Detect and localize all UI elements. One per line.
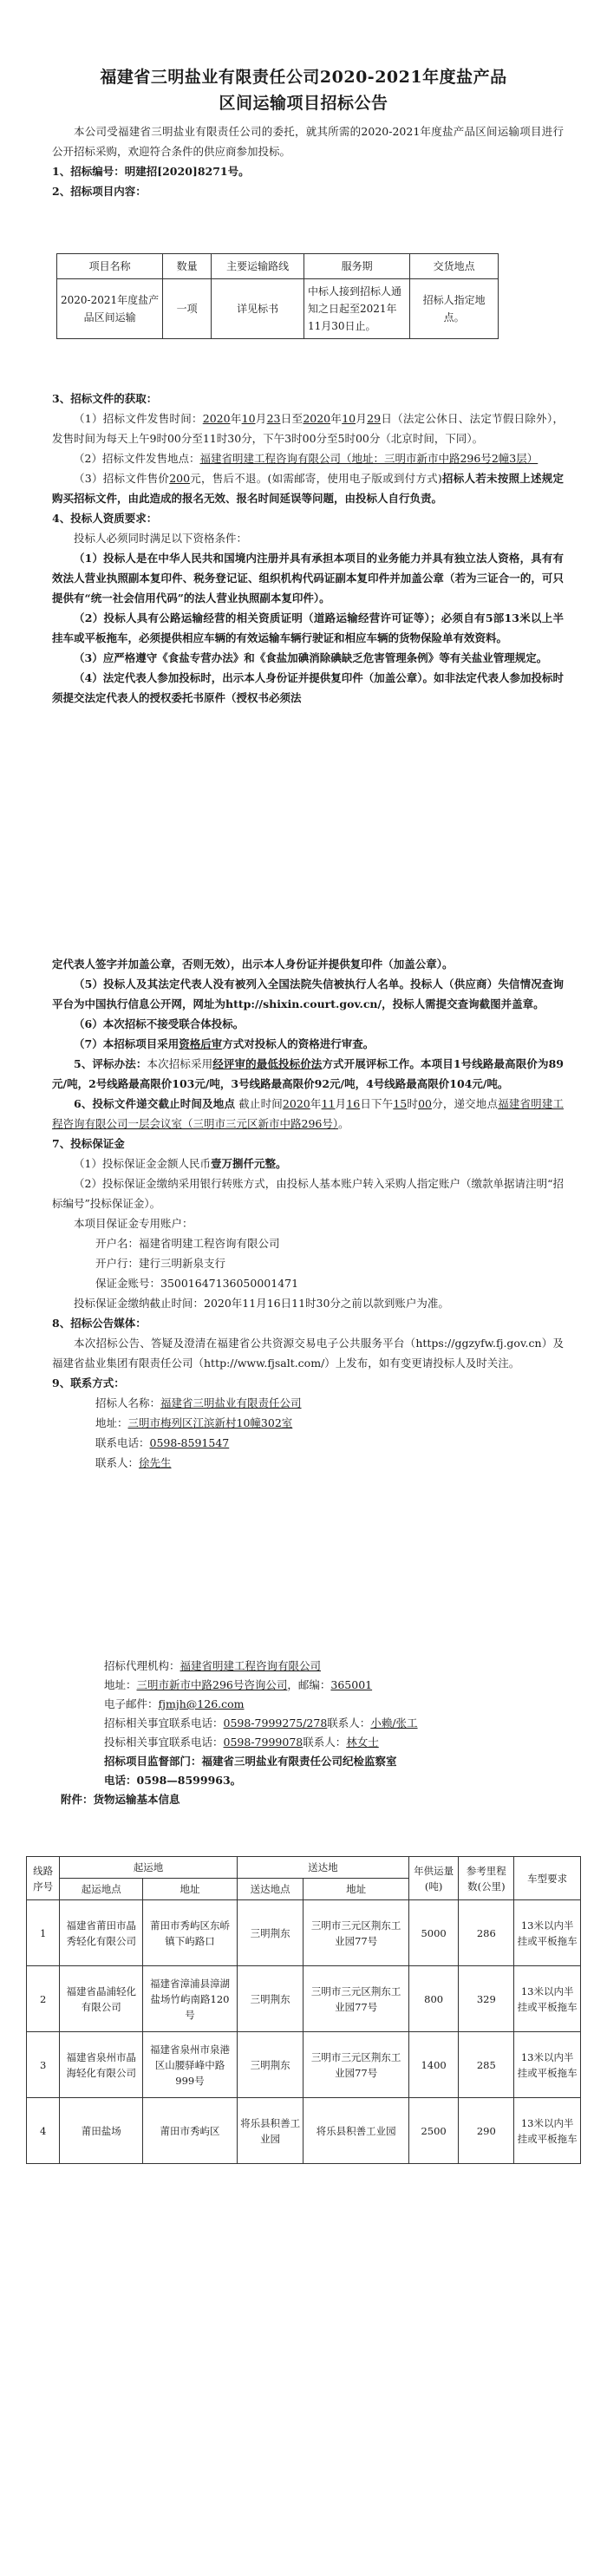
agent-tender-phone-line <box>104 1714 572 1733</box>
transport-table <box>26 1856 581 2164</box>
text: 日至 <box>280 412 304 425</box>
agent-bid-contact: 林女士 <box>346 1736 379 1749</box>
table-cell: 1 <box>27 1900 60 1966</box>
price-value: 200 <box>169 472 191 485</box>
table-cell: 286 <box>459 1900 514 1966</box>
text: 年 <box>310 1097 322 1110</box>
table-row <box>27 1900 581 1966</box>
table-cell: 福建省泉州市晶海轻化有限公司 <box>60 2032 143 2098</box>
intro-block <box>52 121 564 201</box>
deadline-day: 16 <box>346 1097 361 1110</box>
agent-block <box>61 1657 572 1809</box>
table-header: 起运地点 <box>60 1879 143 1900</box>
table-header: 地址 <box>143 1879 238 1900</box>
table-cell: 5000 <box>408 1900 459 1966</box>
table-header: 起运地 <box>60 1857 237 1879</box>
supervision-line: 招标项目监督部门：福建省三明盐业有限责任公司纪检监察室 <box>104 1755 397 1768</box>
project-table <box>56 253 499 339</box>
table-cell: 三明荆东 <box>237 2032 304 2098</box>
sale-start-year: 2020 <box>202 412 231 425</box>
text: 日（法定公休日、法定节假日除外），发售时间为每天上午9时00分至11时30分，下午3时00分至5时00分（北京时间，下同）。 <box>52 412 564 445</box>
agent-address: 三明市新市中路296号咨询公司 <box>136 1678 288 1691</box>
sale-place-paragraph <box>52 448 564 468</box>
deadline-month: 11 <box>321 1097 336 1110</box>
table-cell: 329 <box>459 1966 514 2032</box>
agent-name: 福建省明建工程咨询有限公司 <box>179 1659 322 1672</box>
table-cell: 福建省泉州市泉港区山腰驿峰中路999号 <box>143 2032 238 2098</box>
deposit-account-number: 保证金账号：35001647136050001471 <box>95 1277 299 1290</box>
tenderer-phone-line <box>52 1433 564 1453</box>
table-cell: 2500 <box>408 2098 459 2164</box>
tenderer-contact-label: 联系人： <box>95 1456 140 1469</box>
table-row <box>27 2032 581 2098</box>
tenderer-contact-line <box>52 1453 564 1473</box>
tenderer-name: 福建省三明盐业有限责任公司 <box>160 1396 302 1409</box>
tenderer-address: 三明市梅列区江滨新村10幢302室 <box>127 1416 293 1429</box>
tenderer-contact: 徐先生 <box>139 1456 172 1469</box>
submission-place: 福建省明建工程咨询有限公司一层会议室（三明市三元区新市中路296号） <box>52 1097 564 1130</box>
evaluation-text: 本次招标采用 <box>147 1057 213 1070</box>
table-cell: 一项 <box>163 279 212 339</box>
title-line-1: 福建省三明盐业有限责任公司2020-2021年度盐产品 <box>100 68 507 87</box>
text: 。 <box>338 1117 349 1130</box>
table-header: 线路序号 <box>27 1857 60 1900</box>
tenderer-address-line <box>52 1413 564 1433</box>
qualification-6: （6）本次招标不接受联合体投标。 <box>74 1017 245 1030</box>
sale-end-month: 10 <box>342 412 356 425</box>
table-cell: 三明市三元区荆东工业园77号 <box>304 2032 408 2098</box>
sale-start-day: 23 <box>266 412 281 425</box>
table-header: 服务期 <box>304 254 410 279</box>
agent-bid-phone-line <box>104 1733 572 1752</box>
table-cell: 三明荆东 <box>237 1900 304 1966</box>
deposit-account-heading: 本项目保证金专用账户： <box>74 1217 193 1230</box>
sale-place-label: （2）招标文件发售地点： <box>74 452 200 465</box>
table-cell: 13米以内半挂或平板拖车 <box>514 1966 581 2032</box>
table-cell: 莆田市秀屿区 <box>143 2098 238 2164</box>
qualification-5: （5）投标人及其法定代表人没有被列入全国法院失信被执行人名单。投标人（供应商）失信情况查询平台为中国执行信息公开网，网址为http://shixin.court.gov.cn/，投标人需提交查询截图并盖章。 <box>52 977 564 1010</box>
table-cell: 将乐县积善工业园 <box>304 2098 408 2164</box>
deposit-amount <box>52 1154 564 1174</box>
evaluation-method: 经评审的最低投标价法 <box>212 1057 323 1070</box>
tenderer-name-line <box>52 1393 564 1413</box>
agent-name-label: 招标代理机构： <box>104 1659 180 1672</box>
table-cell: 莆田市秀屿区东峤镇下屿路口 <box>143 1900 238 1966</box>
media-heading: 8、招标公告媒体： <box>52 1317 147 1330</box>
qualification-3: （3）应严格遵守《食盐专营办法》和《食盐加碘消除碘缺乏危害管理条例》等有关盐业管理规定。 <box>74 651 548 664</box>
table-cell: 三明市三元区荆东工业园77号 <box>304 1900 408 1966</box>
table-cell: 13米以内半挂或平板拖车 <box>514 2032 581 2098</box>
table-cell: 4 <box>27 2098 60 2164</box>
media-body: 本次招标公告、答疑及澄清在福建省公共资源交易电子公共服务平台（https://ggzyfw.fj.gov.cn）及福建省盐业集团有限责任公司（http://www.fjsalt.com/）上发布，如有变更请投标人及时关注。 <box>52 1337 564 1370</box>
table-header: 车型要求 <box>514 1857 581 1900</box>
qualification-7-a: （7）本招标项目采用 <box>74 1037 179 1050</box>
table-header: 送达地 <box>237 1857 408 1879</box>
evaluation-paragraph <box>52 1054 564 1094</box>
text: 时 <box>407 1097 419 1110</box>
evaluation-heading: 5、评标办法： <box>74 1057 147 1070</box>
table-cell: 福建省漳浦县漳湖盐场竹屿南路120号 <box>143 1966 238 2032</box>
sale-start-month: 10 <box>241 412 256 425</box>
table-cell: 1400 <box>408 2032 459 2098</box>
agent-email[interactable]: fjmjh@126.com <box>158 1697 245 1710</box>
agent-tender-phone: 0598-7999275/278 <box>223 1716 328 1729</box>
price-paragraph <box>52 468 564 508</box>
deposit-amount-label: （1）投标保证金金额人民币 <box>74 1157 211 1170</box>
table-header-row <box>57 254 499 279</box>
table-cell: 13米以内半挂或平板拖车 <box>514 2098 581 2164</box>
text: 月 <box>255 412 267 425</box>
deposit-amount-value: 壹万捌仟元整。 <box>210 1157 287 1170</box>
table-header: 项目名称 <box>57 254 163 279</box>
tenderer-address-label: 地址： <box>95 1416 128 1429</box>
agent-tender-contact: 小赖/张工 <box>370 1716 418 1729</box>
deposit-account-bank: 开户行：建行三明新泉支行 <box>95 1257 226 1270</box>
agent-tender-phone-label: 招标相关事宜联系电话： <box>104 1716 224 1729</box>
agent-zip-label: ，邮编： <box>287 1678 331 1691</box>
table-header: 数量 <box>163 254 212 279</box>
deposit-account-name: 开户名：福建省明建工程咨询有限公司 <box>95 1237 280 1250</box>
agent-address-line <box>104 1676 572 1695</box>
page-title <box>0 64 607 116</box>
table-cell: 2020-2021年度盐产品区间运输 <box>57 279 163 339</box>
table-cell: 中标人接到招标人通知之日起至2021年11月30日止。 <box>304 279 410 339</box>
table-cell: 招标人指定地点。 <box>410 279 499 339</box>
sale-time-label: （1）招标文件发售时间： <box>74 412 203 425</box>
contact-heading: 9、联系方式： <box>52 1376 125 1389</box>
qualification-4-cont: 定代表人签字并加盖公章，否则无效），出示本人身份证并提供复印件（加盖公章）。 <box>52 958 454 971</box>
text: 日下午 <box>360 1097 394 1110</box>
table-header: 主要运输路线 <box>212 254 304 279</box>
table-header: 参考里程数(公里) <box>459 1857 514 1900</box>
table-header-row <box>27 1857 581 1879</box>
qualification-1: （1）投标人是在中华人民共和国境内注册并具有承担本项目的业务能力并具有独立法人资格，具有有效法人营业执照副本复印件、税务登记证、组织机构代码证副本复印件并加盖公章（若为三证合一的，可只提供有“统一社会信用代码”的法人营业执照副本复印件）。 <box>52 552 564 605</box>
table-cell: 3 <box>27 2032 60 2098</box>
table-cell: 三明市三元区荆东工业园77号 <box>304 1966 408 2032</box>
qualification-heading: 4、投标人资质要求： <box>52 512 158 525</box>
evaluation-prices: 方式开展评标工作。本项目1号线路最高限价为89元/吨，2号线路最高限价103元/吨，3号线路最高限价92元/吨，4号线路最高限价104元/吨。 <box>52 1057 564 1090</box>
qualification-7-method: 资格后审 <box>179 1037 223 1050</box>
qualification-7-b: 方式对投标人的资格进行审查。 <box>222 1037 375 1050</box>
agent-bid-contact-label: 联系人： <box>303 1736 347 1749</box>
table-header: 地址 <box>304 1879 408 1900</box>
tenderer-phone-label: 联系电话： <box>95 1436 150 1449</box>
agent-tender-contact-label: 联系人： <box>327 1716 371 1729</box>
file-acquisition-heading: 3、招标文件的获取： <box>52 392 158 405</box>
intro-paragraph: 本公司受福建省三明盐业有限责任公司的委托，就其所需的2020-2021年度盐产品区间运输项目进行公开招标采购，欢迎符合条件的供应商参加投标。 <box>52 125 564 158</box>
agent-bid-phone: 0598-7999078 <box>223 1736 304 1749</box>
agent-address-label: 地址： <box>104 1678 137 1691</box>
table-cell: 福建省莆田市晶秀轻化有限公司 <box>60 1900 143 1966</box>
sale-end-day: 29 <box>367 412 382 425</box>
table-cell: 将乐县积善工业园 <box>237 2098 304 2164</box>
price-label: （3）招标文件售价 <box>74 472 170 485</box>
agent-email-line <box>104 1695 572 1714</box>
deposit-deadline: 投标保证金缴纳截止时间：2020年11月16日11时30分之前以款到账户为准。 <box>74 1297 449 1310</box>
table-cell: 290 <box>459 2098 514 2164</box>
text: 年 <box>230 412 242 425</box>
table-cell: 三明荆东 <box>237 1966 304 2032</box>
qualification-2: （2）投标人具有公路运输经营的相关资质证明（道路运输经营许可证等）；必须自有5部13米以上半挂车或平板拖车，必须提供相应车辆的有效运输车辆行驶证和相应车辆的货物保险单有效资料。 <box>52 611 564 644</box>
table-header: 年供运量(吨) <box>408 1857 459 1900</box>
project-content-heading: 2、招标项目内容： <box>52 185 147 198</box>
tenderer-name-label: 招标人名称： <box>95 1396 161 1409</box>
section-3-4-block <box>52 389 564 708</box>
table-header: 送达地点 <box>237 1879 304 1900</box>
table-cell: 2 <box>27 1966 60 2032</box>
agent-name-line <box>104 1657 572 1676</box>
table-cell: 800 <box>408 1966 459 2032</box>
deadline-minute: 00 <box>418 1097 432 1110</box>
qualification-intro: 投标人必须同时满足以下资格条件： <box>74 532 248 545</box>
agent-zip: 365001 <box>330 1678 373 1691</box>
agent-email-label: 电子邮件： <box>104 1697 159 1710</box>
table-cell: 福建省晶浦轻化有限公司 <box>60 1966 143 2032</box>
tender-number: 1、招标编号：明建招[2020]8271号。 <box>52 165 250 178</box>
deposit-method: （2）投标保证金缴纳采用银行转账方式，由投标人基本账户转入采购人指定账户（缴款单据请注明“招标编号”投标保证金）。 <box>52 1177 564 1210</box>
section-4-cont-block <box>52 954 564 1473</box>
text: 月 <box>356 412 368 425</box>
sale-time-paragraph <box>52 409 564 448</box>
table-cell: 莆田盐场 <box>60 2098 143 2164</box>
table-cell: 13米以内半挂或平板拖车 <box>514 1900 581 1966</box>
text: 年 <box>330 412 343 425</box>
text: 月 <box>335 1097 347 1110</box>
table-cell: 285 <box>459 2032 514 2098</box>
tenderer-phone: 0598-8591547 <box>149 1436 230 1449</box>
qualification-7 <box>52 1034 564 1054</box>
text: 分，递交地点 <box>432 1097 499 1110</box>
submission-paragraph <box>52 1094 564 1134</box>
table-row <box>57 279 499 339</box>
sale-end-year: 2020 <box>303 412 331 425</box>
attachment-heading: 附件：货物运输基本信息 <box>61 1793 180 1806</box>
submission-deadline-label: 截止时间 <box>238 1097 283 1110</box>
table-header: 交货地点 <box>410 254 499 279</box>
sale-place-value: 福建省明建工程咨询有限公司（地址：三明市新市中路296号2幢3层） <box>199 452 538 465</box>
deadline-hour: 15 <box>393 1097 408 1110</box>
deadline-year: 2020 <box>282 1097 310 1110</box>
table-row <box>27 2098 581 2164</box>
deposit-heading: 7、投标保证金 <box>52 1137 125 1150</box>
price-warning: 招标人若未按照上述规定购买招标文件，由此造成的报名无效、报名时间延误等问题，由投标人自行负责。 <box>52 472 564 505</box>
price-note: 元，售后不退。(如需邮寄，使用电子版或到付方式) <box>190 472 442 485</box>
table-row <box>27 1966 581 2032</box>
qualification-4: （4）法定代表人参加投标时，出示本人身份证并提供复印件（加盖公章）。如非法定代表人参加投标时须提交法定代表人的授权委托书原件（授权书必须法 <box>52 671 564 704</box>
table-cell: 详见标书 <box>212 279 304 339</box>
title-line-2: 区间运输项目招标公告 <box>219 94 388 113</box>
supervision-phone-line: 电话：0598—8599963。 <box>104 1774 242 1787</box>
agent-bid-phone-label: 投标相关事宜联系电话： <box>104 1736 224 1749</box>
submission-heading: 6、投标文件递交截止时间及地点 <box>74 1097 236 1110</box>
